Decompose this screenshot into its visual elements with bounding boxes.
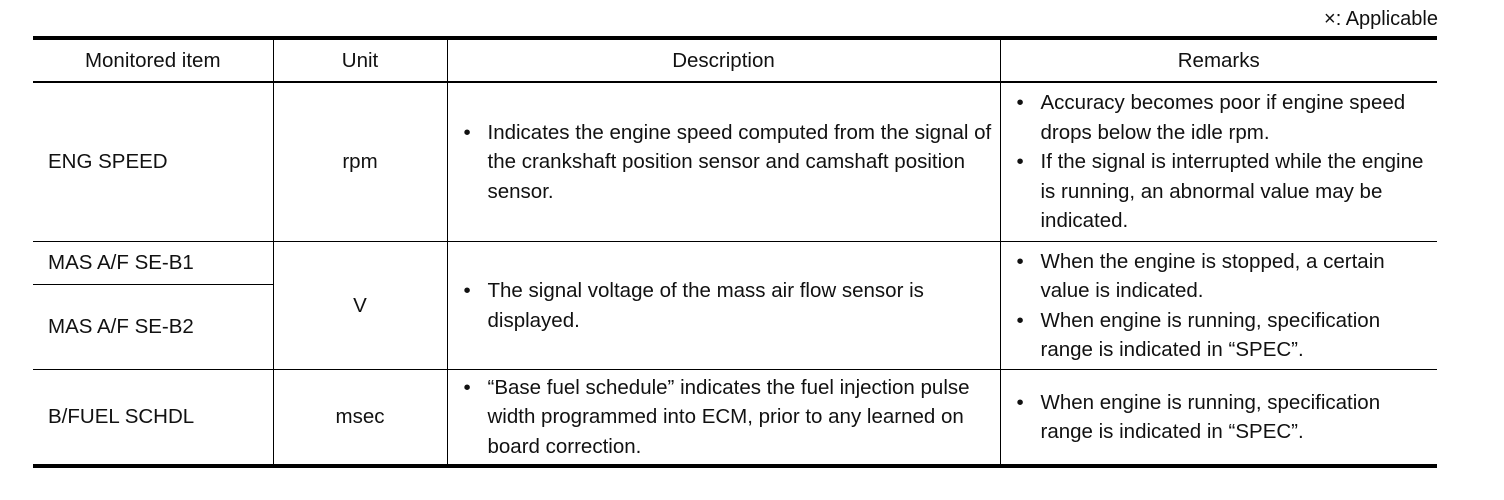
- item-mas-af-b1: MAS A/F SE-B1: [33, 242, 273, 285]
- remarks-mas-af: [1000, 242, 1437, 370]
- table-row-b-fuel-schdl: [33, 370, 1437, 467]
- unit-v: V: [273, 242, 447, 370]
- item-eng-speed: ENG SPEED: [33, 82, 273, 242]
- description-mas-af: [447, 242, 1000, 370]
- header-unit: Unit: [273, 38, 447, 82]
- applicable-legend: ×: Applicable: [1324, 8, 1438, 30]
- header-remarks: Remarks: [1000, 38, 1437, 82]
- item-mas-af-b2: MAS A/F SE-B2: [33, 285, 273, 370]
- unit-msec: msec: [273, 370, 447, 467]
- description-eng-speed: [447, 82, 1000, 242]
- remark-bullet: • If the signal is interrupted while the engine is running, an abnormal value may be indicated.: [1041, 147, 1434, 236]
- unit-rpm: rpm: [273, 82, 447, 242]
- description-bullet: • “Base fuel schedule” indicates the fuel injection pulse width programmed into ECM, prior to any learned on board correction.: [488, 373, 994, 462]
- table-header-row: [33, 38, 1437, 82]
- remark-bullet: • When engine is running, specification range is indicated in “SPEC”.: [1041, 388, 1434, 447]
- remark-bullet: • Accuracy becomes poor if engine speed drops below the idle rpm.: [1041, 88, 1434, 147]
- description-b-fuel-schdl: [447, 370, 1000, 467]
- header-description: Description: [447, 38, 1000, 82]
- description-bullet: • Indicates the engine speed computed from the signal of the crankshaft position sensor and camshaft position sensor.: [488, 118, 994, 207]
- monitored-items-table: [33, 36, 1437, 468]
- remark-bullet: • When the engine is stopped, a certain value is indicated.: [1041, 247, 1434, 306]
- remarks-eng-speed: [1000, 82, 1437, 242]
- remarks-b-fuel-schdl: [1000, 370, 1437, 467]
- description-bullet: • The signal voltage of the mass air flow sensor is displayed.: [488, 276, 994, 335]
- table-row-eng-speed: [33, 82, 1437, 242]
- table-row-mas-af-b1: [33, 242, 1437, 285]
- header-monitored-item: Monitored item: [33, 38, 273, 82]
- item-b-fuel-schdl: B/FUEL SCHDL: [33, 370, 273, 467]
- remark-bullet: • When engine is running, specification range is indicated in “SPEC”.: [1041, 306, 1434, 365]
